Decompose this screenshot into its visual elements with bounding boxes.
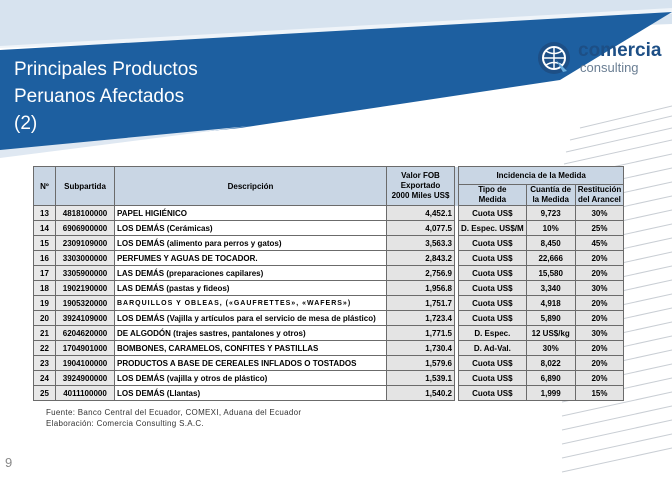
page-number: 9 — [5, 455, 13, 470]
row-measure-amount: 1,999 — [526, 386, 575, 401]
table-row — [34, 251, 624, 266]
row-subpartida: 4818100000 — [56, 206, 115, 221]
header-restitucion: Restitución del Arancel — [575, 185, 624, 206]
row-tariff-restitution: 20% — [575, 266, 624, 281]
row-subpartida: 1902190000 — [56, 281, 115, 296]
row-description: BOMBONES, CARAMELOS, CONFITES Y PASTILLAS — [115, 341, 387, 356]
row-number: 14 — [34, 221, 56, 236]
row-description: PRODUCTOS A BASE DE CEREALES INFLADOS O TOSTADOS — [115, 356, 387, 371]
row-measure-amount: 12 US$/kg — [526, 326, 575, 341]
row-number: 22 — [34, 341, 56, 356]
row-subpartida: 2309109000 — [56, 236, 115, 251]
footnote-source: Fuente: Banco Central del Ecuador, COMEXI, Aduana del Ecuador — [46, 408, 302, 417]
row-fob-value: 2,843.2 — [387, 251, 455, 266]
row-fob-value: 3,563.3 — [387, 236, 455, 251]
row-tariff-restitution: 20% — [575, 296, 624, 311]
row-measure-type: Cuota US$ — [459, 311, 527, 326]
row-description: LAS DEMÁS (pastas y fideos) — [115, 281, 387, 296]
row-measure-type: Cuota US$ — [459, 296, 527, 311]
row-fob-value: 1,723.4 — [387, 311, 455, 326]
row-tariff-restitution: 15% — [575, 386, 624, 401]
row-tariff-restitution: 20% — [575, 251, 624, 266]
row-measure-amount: 9,723 — [526, 206, 575, 221]
header-incidencia: Incidencia de la Medida — [459, 167, 624, 185]
row-number: 17 — [34, 266, 56, 281]
company-logo — [536, 40, 666, 80]
footnote — [46, 407, 301, 429]
table-row — [34, 296, 624, 311]
row-measure-amount: 6,890 — [526, 371, 575, 386]
table-row — [34, 386, 624, 401]
row-tariff-restitution: 20% — [575, 371, 624, 386]
header-tipo: Tipo de Medida — [459, 185, 527, 206]
table-row — [34, 266, 624, 281]
row-subpartida: 4011100000 — [56, 386, 115, 401]
row-measure-type: Cuota US$ — [459, 206, 527, 221]
row-number: 13 — [34, 206, 56, 221]
row-tariff-restitution: 30% — [575, 326, 624, 341]
table-row — [34, 326, 624, 341]
row-measure-amount: 4,918 — [526, 296, 575, 311]
row-tariff-restitution: 45% — [575, 236, 624, 251]
table-row — [34, 281, 624, 296]
row-tariff-restitution: 30% — [575, 281, 624, 296]
table-row — [34, 311, 624, 326]
row-measure-amount: 3,340 — [526, 281, 575, 296]
row-subpartida: 3305900000 — [56, 266, 115, 281]
row-subpartida: 3303000000 — [56, 251, 115, 266]
row-measure-type: Cuota US$ — [459, 281, 527, 296]
header-descripcion: Descripción — [115, 167, 387, 206]
row-number: 25 — [34, 386, 56, 401]
row-fob-value: 1,539.1 — [387, 371, 455, 386]
row-measure-amount: 30% — [526, 341, 575, 356]
table-row — [34, 221, 624, 236]
products-table — [33, 166, 624, 401]
row-fob-value: 1,771.5 — [387, 326, 455, 341]
row-measure-type: Cuota US$ — [459, 356, 527, 371]
row-measure-type: D. Espec. US$/M — [459, 221, 527, 236]
row-fob-value: 1,751.7 — [387, 296, 455, 311]
row-description: LOS DEMÁS (Cerámicas) — [115, 221, 387, 236]
row-measure-type: D. Espec. — [459, 326, 527, 341]
row-tariff-restitution: 20% — [575, 356, 624, 371]
header-subpartida: Subpartida — [56, 167, 115, 206]
row-description: BARQUILLOS Y OBLEAS, («GAUFRETTES», «WAFERS») — [115, 296, 387, 311]
row-description: LOS DEMÁS (Vajilla y artículos para el servicio de mesa de plástico) — [115, 311, 387, 326]
row-number: 23 — [34, 356, 56, 371]
logo-name: comercia — [578, 40, 662, 61]
row-measure-type: D. Ad-Val. — [459, 341, 527, 356]
table-row — [34, 341, 624, 356]
slide-title: Principales Productos Peruanos Afectados (2) — [14, 59, 198, 134]
row-tariff-restitution: 20% — [575, 341, 624, 356]
row-description: LOS DEMÁS (Llantas) — [115, 386, 387, 401]
row-measure-type: Cuota US$ — [459, 386, 527, 401]
row-measure-amount: 8,022 — [526, 356, 575, 371]
table-row — [34, 356, 624, 371]
header-num: Nº — [34, 167, 56, 206]
row-subpartida: 1704901000 — [56, 341, 115, 356]
row-fob-value: 1,540.2 — [387, 386, 455, 401]
row-number: 16 — [34, 251, 56, 266]
row-subpartida: 3924109000 — [56, 311, 115, 326]
row-measure-type: Cuota US$ — [459, 371, 527, 386]
row-measure-type: Cuota US$ — [459, 266, 527, 281]
row-tariff-restitution: 25% — [575, 221, 624, 236]
row-measure-type: Cuota US$ — [459, 251, 527, 266]
row-number: 24 — [34, 371, 56, 386]
row-number: 18 — [34, 281, 56, 296]
row-fob-value: 1,730.4 — [387, 341, 455, 356]
row-tariff-restitution: 20% — [575, 311, 624, 326]
row-measure-amount: 8,450 — [526, 236, 575, 251]
globe-icon — [536, 40, 572, 76]
row-description: PAPEL HIGIÉNICO — [115, 206, 387, 221]
row-subpartida: 3924900000 — [56, 371, 115, 386]
row-subpartida: 1905320000 — [56, 296, 115, 311]
row-fob-value: 1,956.8 — [387, 281, 455, 296]
table-row — [34, 236, 624, 251]
row-fob-value: 4,452.1 — [387, 206, 455, 221]
row-number: 19 — [34, 296, 56, 311]
row-subpartida: 6906900000 — [56, 221, 115, 236]
row-subpartida: 6204620000 — [56, 326, 115, 341]
table-row — [34, 206, 624, 221]
row-fob-value: 1,579.6 — [387, 356, 455, 371]
row-fob-value: 2,756.9 — [387, 266, 455, 281]
header-fob: Valor FOB Exportado 2000 Miles US$ — [387, 167, 455, 206]
row-description: LOS DEMÁS (vajilla y otros de plástico) — [115, 371, 387, 386]
row-measure-amount: 15,580 — [526, 266, 575, 281]
row-description: PERFUMES Y AGUAS DE TOCADOR. — [115, 251, 387, 266]
row-number: 21 — [34, 326, 56, 341]
row-fob-value: 4,077.5 — [387, 221, 455, 236]
row-measure-amount: 22,666 — [526, 251, 575, 266]
header-cuantia: Cuantía de la Medida — [526, 185, 575, 206]
row-number: 20 — [34, 311, 56, 326]
row-subpartida: 1904100000 — [56, 356, 115, 371]
row-measure-amount: 5,890 — [526, 311, 575, 326]
row-tariff-restitution: 30% — [575, 206, 624, 221]
logo-subtitle: consulting — [580, 60, 639, 75]
table-row — [34, 371, 624, 386]
footnote-credit: Elaboración: Comercia Consulting S.A.C. — [46, 419, 204, 428]
row-description: LAS DEMÁS (preparaciones capilares) — [115, 266, 387, 281]
row-measure-type: Cuota US$ — [459, 236, 527, 251]
row-description: DE ALGODÓN (trajes sastres, pantalones y otros) — [115, 326, 387, 341]
row-measure-amount: 10% — [526, 221, 575, 236]
row-description: LOS DEMÁS (alimento para perros y gatos) — [115, 236, 387, 251]
row-number: 15 — [34, 236, 56, 251]
